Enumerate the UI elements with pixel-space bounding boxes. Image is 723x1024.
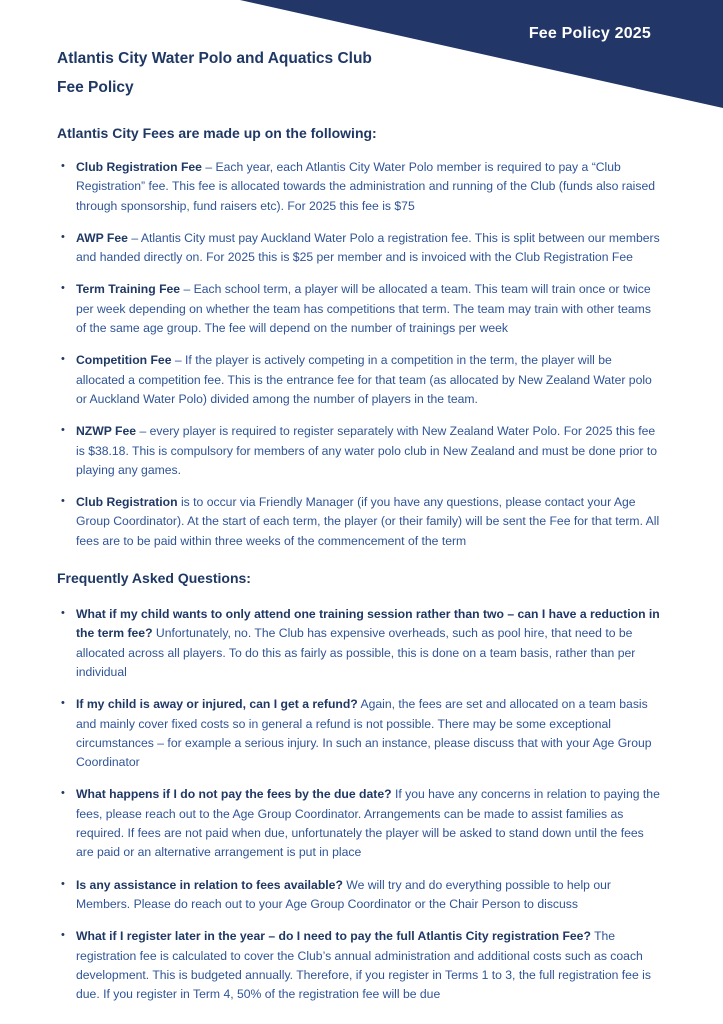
- fee-item-awp-fee: [57, 229, 661, 268]
- faq-item-assistance: [57, 876, 661, 915]
- fee-item-club-registration-process: [57, 493, 661, 551]
- fee-item-term-training-fee: [57, 280, 661, 338]
- faq-answer: The registration fee is calculated to cover the Club’s annual administration and additional costs such as coach development. This is budgeted annually. Therefore, if you register in Terms 1 to 3, the full registration fee is due. If you register in Term 4, 50% of the registration fee will be due: [76, 929, 651, 1002]
- fee-item-lead: Term Training Fee: [76, 282, 181, 297]
- fee-item-body: – Atlantis City must pay Auckland Water Polo a registration fee. This is split between our members and handed directly on. For 2025 this is $25 per member and is invoiced with the Club Registration Fee: [76, 230, 660, 265]
- faq-item-training-reduction: [57, 605, 661, 682]
- document-title-line2: Fee Policy: [57, 79, 134, 96]
- faq-question: If my child is away or injured, can I get a refund?: [76, 697, 358, 712]
- faq-question: Is any assistance in relation to fees available?: [76, 877, 343, 892]
- fee-item-club-registration-fee: [57, 158, 661, 216]
- faq-question: What if I register later in the year – do I need to pay the full Atlantis City registration Fee?: [76, 929, 591, 944]
- faq-section-heading: Frequently Asked Questions:: [57, 570, 251, 587]
- fee-item-body: – If the player is actively competing in a competition in the term, the player will be allocated a competition fee. This is the entrance fee for that team (as allocated by New Zealand Water polo or Auckland Water Polo) divided among the number of players in the team.: [76, 353, 652, 406]
- ribbon-title: Fee Policy 2025: [528, 25, 651, 42]
- fee-item-lead: AWP Fee: [76, 230, 128, 245]
- faq-question: What if my child wants to only attend one training session rather than two – can I have a reduction in the term fee?: [76, 607, 660, 641]
- fees-section-heading: Atlantis City Fees are made up on the following:: [57, 125, 377, 141]
- fee-item-body: – every player is required to register separately with New Zealand Water Polo. For 2025 this fee is $38.18. This is compulsory for members of any water polo club in New Zealand and must be done prior to playing any games.: [76, 424, 658, 477]
- faq-answer: If you have any concerns in relation to paying the fees, please reach out to the Age Group Coordinator. Arrangements can be made to assist families as required. If fees are not paid when due, unfortunately the player will be asked to stand down until the fees are paid or an alternative arrangement is put in place: [76, 787, 660, 860]
- faq-answer: We will try and do everything possible to help our Members. Please do reach out to your Age Group Coordinator or the Chair Person to discuss: [76, 877, 611, 911]
- faq-item-late-registration: [57, 927, 661, 1004]
- document-title-line1: Atlantis City Water Polo and Aquatics Club: [57, 50, 372, 67]
- document-content: [57, 44, 661, 1017]
- document-title: [57, 44, 661, 102]
- faq-answer: Again, the fees are set and allocated on a team basis and mainly cover fixed costs so in general a refund is not possible. There may be some exceptional circumstances – for example a serious injury. In such an instance, please discuss that with your Age Group Coordinator: [76, 697, 652, 770]
- fees-list: [57, 158, 661, 551]
- faq-list: [57, 605, 661, 1004]
- faq-answer: Unfortunately, no. The Club has expensive overheads, such as pool hire, that need to be allocated across all players. To do this as fairly as possible, this is done on a team basis, rather than per individual: [76, 626, 636, 679]
- faq-item-refund: [57, 695, 661, 772]
- fee-item-body: – Each year, each Atlantis City Water Polo member is required to pay a “Club Registration” fee. This fee is allocated towards the administration and running of the Club (funds also raised through sponsorship, fund raisers etc). For 2025 this fee is $75: [76, 160, 656, 213]
- fee-item-lead: Competition Fee: [76, 353, 172, 368]
- faq-question: What happens if I do not pay the fees by the due date?: [76, 787, 392, 802]
- fee-item-body: is to occur via Friendly Manager (if you have any questions, please contact your Age Group Coordinator). At the start of each term, the player (or their family) will be sent the Fee for that term. All fees are to be paid within three weeks of the commencement of the term: [76, 495, 660, 548]
- fee-item-lead: Club Registration Fee: [76, 160, 202, 174]
- fee-item-lead: NZWP Fee: [76, 424, 137, 439]
- fee-item-body: – Each school term, a player will be allocated a team. This team will train once or twice per week depending on whether the team has competitions that term. The team may train with other teams of the same age group. The fee will depend on the number of trainings per week: [76, 282, 651, 336]
- fee-item-nzwp-fee: [57, 422, 661, 480]
- fee-item-competition-fee: [57, 351, 661, 409]
- fee-item-lead: Club Registration: [76, 495, 178, 510]
- faq-item-late-payment: [57, 785, 661, 862]
